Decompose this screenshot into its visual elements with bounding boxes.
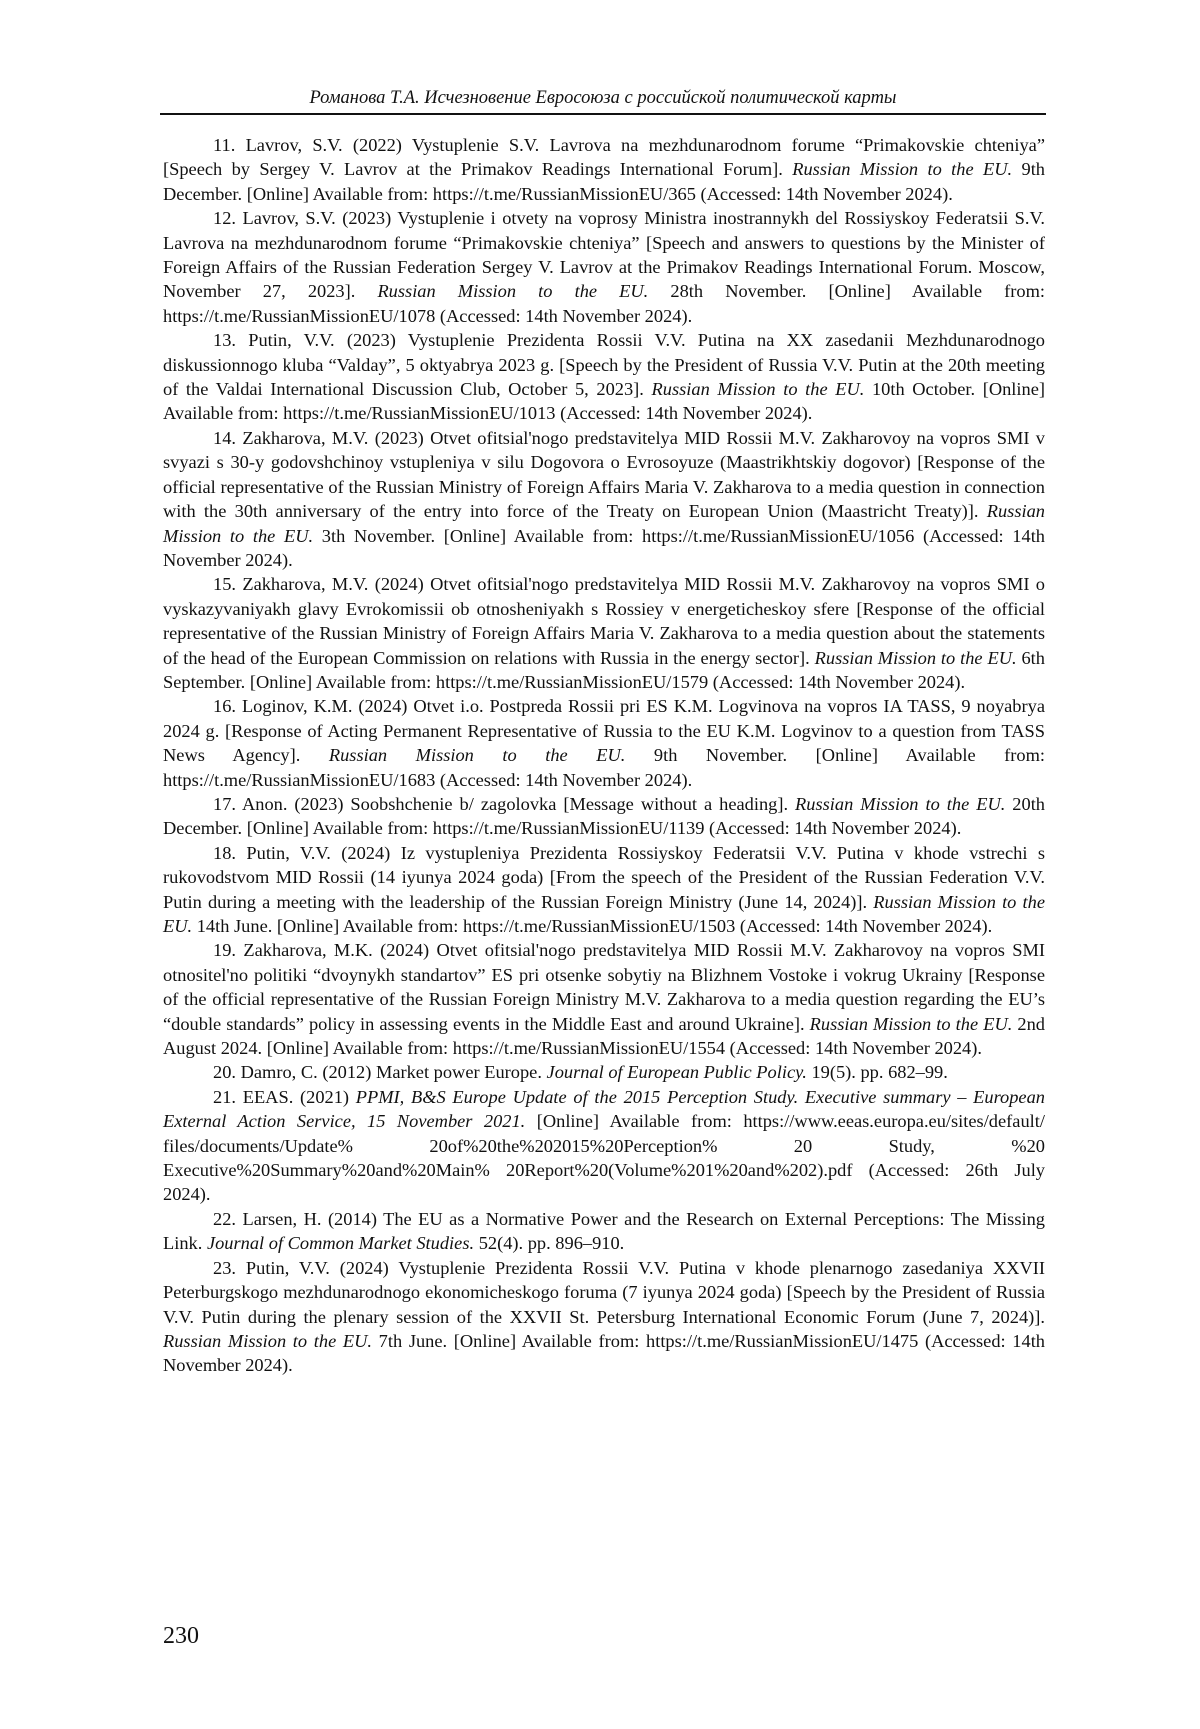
reference-text: 19(5). pp. 682–99. xyxy=(806,1062,948,1083)
reference-number: 20. xyxy=(213,1062,236,1083)
reference-text: 9th November. [Online] Available from: https://t.me/RussianMissionEU/1683 (Accessed: 14th November 2024). xyxy=(163,745,1045,790)
reference-entry xyxy=(163,694,1045,792)
running-header: Романова Т.А. Исчезновение Евросоюза с российской политической карты xyxy=(309,88,897,108)
reference-text: Anon. (2023) Soobshchenie b/ zagolovka [Message without a heading]. xyxy=(241,793,796,814)
reference-text: Putin, V.V. (2024) Vystuplenie Prezidenta Rossii V.V. Putina v khode plenarnogo zasedaniya XXVII Peterburgskogo mezhdunarodnogo ekonomicheskogo foruma (7 iyunya 2024 goda) [Speech by the President of Russia V.V. Putin during the plenary session of the XXVII St. Petersburg International Economic Forum (June 7, 2024)]. xyxy=(163,1257,1045,1327)
reference-text: 9th December. [Online] Available from: https://t.me/RussianMissionEU/365 (Accessed: 14th November 2024). xyxy=(163,159,1046,204)
reference-source-title: Russian Mission to the EU. xyxy=(809,1013,1013,1034)
reference-entry xyxy=(163,133,1045,206)
reference-number: 21. xyxy=(213,1086,236,1107)
reference-number: 16. xyxy=(213,696,236,717)
reference-text: [Online] Available from: https://www.eeas.europa.eu/sites/default/ files/documents/Update% 20of%20the%202015%20Perception% 20 Study, %20 Executive%20Summary%20and%20Main% 20Report%20(Volume%201%20and%202).pdf (Accessed: 26th July 2024). xyxy=(163,1111,1045,1205)
reference-entry xyxy=(163,792,1045,841)
reference-number: 22. xyxy=(213,1208,236,1229)
reference-text: 52(4). pp. 896–910. xyxy=(474,1233,625,1254)
reference-source-title: Russian Mission to the EU. xyxy=(377,281,649,302)
reference-text: Zakharova, M.K. (2024) Otvet ofitsial'nogo predstavitelya MID Rossii M.V. Zakharovoy na vopros SMI otnositel'no politiki “dvoynykh standartov” ES pri otsenke sobytiy na Blizhnem Vostoke i vokrug Ukrainy [Response of the official representative of the Russian Foreign Ministry M.V. Zakharova to a media question regarding the EU’s “double standards” policy in assessing events in the Middle East and around Ukraine]. xyxy=(163,940,1045,1034)
header-rule xyxy=(160,113,1046,115)
reference-number: 18. xyxy=(213,842,236,863)
reference-number: 11. xyxy=(213,135,236,155)
reference-entry xyxy=(163,206,1045,328)
reference-source-title: Russian Mission to the EU. xyxy=(651,379,865,400)
reference-entry xyxy=(163,1256,1045,1378)
reference-source-title: Russian Mission to the EU. xyxy=(792,159,1013,180)
reference-text: Zakharova, M.V. (2023) Otvet ofitsial'nogo predstavitelya MID Rossii M.V. Zakharovoy na vopros SMI v svyazi s 30-y godovshchinoy vstupleniya v silu Dogovora o Evrosoyuze (Maastrikhtskiy dogovor) [Response of the official representative of the Russian Ministry of Foreign Affairs Maria V. Zakharova to a media question in connection with the 30th anniversary of the entry into force of the Treaty on European Union (Maastricht Treaty)]. xyxy=(163,427,1045,522)
reference-text: 6th September. [Online] Available from: https://t.me/RussianMissionEU/1579 (Accessed: 14th November 2024). xyxy=(163,647,1045,692)
reference-text: Loginov, K.M. (2024) Otvet i.o. Postpreda Rossii pri ES K.M. Logvinova na vopros IA TASS, 9 noyabrya 2024 g. [Response of Acting Permanent Representative of Russia to the EU K.M. Logvinov to a question from TASS News Agency]. xyxy=(163,696,1045,766)
reference-text: 10th October. [Online] Available from: https://t.me/RussianMissionEU/1013 (Accessed: 14th November 2024). xyxy=(163,379,1045,424)
reference-source-title: Russian Mission to the EU. xyxy=(814,647,1017,668)
reference-text: Damro, C. (2012) Market power Europe. xyxy=(240,1062,547,1083)
reference-text: Putin, V.V. (2024) Iz vystupleniya Prezidenta Rossiyskoy Federatsii V.V. Putina v khode vstrechi s rukovodstvom MID Rossii (14 iyunya 2024 goda) [From the speech of the President of the Russian Federation V.V. Putin during a meeting with the leadership of the Russian Foreign Ministry (June 14, 2024)]. xyxy=(163,842,1045,912)
reference-source-title: Journal of Common Market Studies. xyxy=(206,1233,475,1254)
reference-entry xyxy=(163,328,1045,426)
reference-entry xyxy=(163,841,1045,939)
page-number: 230 xyxy=(163,1623,199,1649)
reference-number: 15. xyxy=(213,574,236,595)
reference-entry xyxy=(163,1060,1045,1084)
reference-entry xyxy=(163,1085,1045,1207)
reference-number: 17. xyxy=(213,793,236,814)
reference-text: 7th June. [Online] Available from: https://t.me/RussianMissionEU/1475 (Accessed: 14th November 2024). xyxy=(163,1330,1045,1376)
reference-source-title: Russian Mission to the EU. xyxy=(163,1330,372,1351)
reference-number: 13. xyxy=(213,330,236,351)
reference-text: 3th November. [Online] Available from: https://t.me/RussianMissionEU/1056 (Accessed: 14th November 2024). xyxy=(163,525,1046,570)
reference-list xyxy=(163,133,1045,1378)
reference-text: Putin, V.V. (2023) Vystuplenie Prezidenta Rossii V.V. Putina na XX zasedanii Mezhdunarodnogo diskussionnogo kluba “Valday”, 5 oktyabrya 2023 g. [Speech by the President of Russia V.V. Putin at the 20th meeting of the Valdai International Discussion Club, October 5, 2023]. xyxy=(163,330,1045,400)
reference-text: 2nd August 2024. [Online] Available from: https://t.me/RussianMissionEU/1554 (Accessed: 14th November 2024). xyxy=(163,1013,1045,1059)
reference-number: 14. xyxy=(213,427,236,448)
reference-number: 12. xyxy=(213,208,236,229)
reference-text: 28th November. [Online] Available from: https://t.me/RussianMissionEU/1078 (Accessed: 14th November 2024). xyxy=(163,281,1046,326)
reference-entry xyxy=(163,1207,1045,1256)
reference-source-title: Journal of European Public Policy. xyxy=(546,1062,807,1083)
reference-entry xyxy=(163,426,1045,572)
reference-source-title: PPMI, B&S Europe Update of the 2015 Perception Study. Executive summary – European External Action Service, 15 November 2021. xyxy=(163,1086,1045,1132)
reference-entry xyxy=(163,572,1045,694)
reference-entry xyxy=(163,938,1045,1060)
reference-text: Lavrov, S.V. (2022) Vystuplenie S.V. Lavrova na mezhdunarodnom forume “Primakovskie chteniya” [Speech by Sergey V. Lavrov at the Primakov Readings International Forum]. xyxy=(163,135,1045,180)
reference-source-title: Russian Mission to the EU. xyxy=(328,745,626,766)
reference-number: 19. xyxy=(213,940,236,961)
reference-text: 20th December. [Online] Available from: https://t.me/RussianMissionEU/1139 (Accessed: 14th November 2024). xyxy=(163,793,1045,839)
reference-text: Zakharova, M.V. (2024) Otvet ofitsial'nogo predstavitelya MID Rossii M.V. Zakharovoy na vopros SMI o vyskazyvaniyakh glavy Evrokomissii ob otnosheniyakh s Rossiey v energeticheskoy sfere [Response of the official representative of the Russian Ministry of Foreign Affairs Maria V. Zakharova to a media question about the statements of the head of the European Commission on relations with Russia in the energy sector]. xyxy=(163,574,1045,668)
reference-source-title: Russian Mission to the EU. xyxy=(795,793,1006,814)
reference-text: 14th June. [Online] Available from: https://t.me/RussianMissionEU/1503 (Accessed: 14th November 2024). xyxy=(192,916,993,936)
reference-source-title: Russian Mission to the EU. xyxy=(163,891,1045,936)
reference-text: Larsen, H. (2014) The EU as a Normative Power and the Research on External Perceptions: The Missing Link. xyxy=(163,1208,1045,1254)
reference-text: Lavrov, S.V. (2023) Vystuplenie i otvety na voprosy Ministra inostrannykh del Rossiyskoy Federatsii S.V. Lavrova na mezhdunarodnom forume “Primakovskie chteniya” [Speech and answers to questions by the Minister of Foreign Affairs of the Russian Federation Sergey V. Lavrov at the Primakov Readings International Forum. Moscow, November 27, 2023]. xyxy=(163,208,1045,302)
reference-number: 23. xyxy=(213,1257,236,1278)
reference-text: EEAS. (2021) xyxy=(242,1086,356,1107)
reference-source-title: Russian Mission to the EU. xyxy=(163,501,1045,546)
